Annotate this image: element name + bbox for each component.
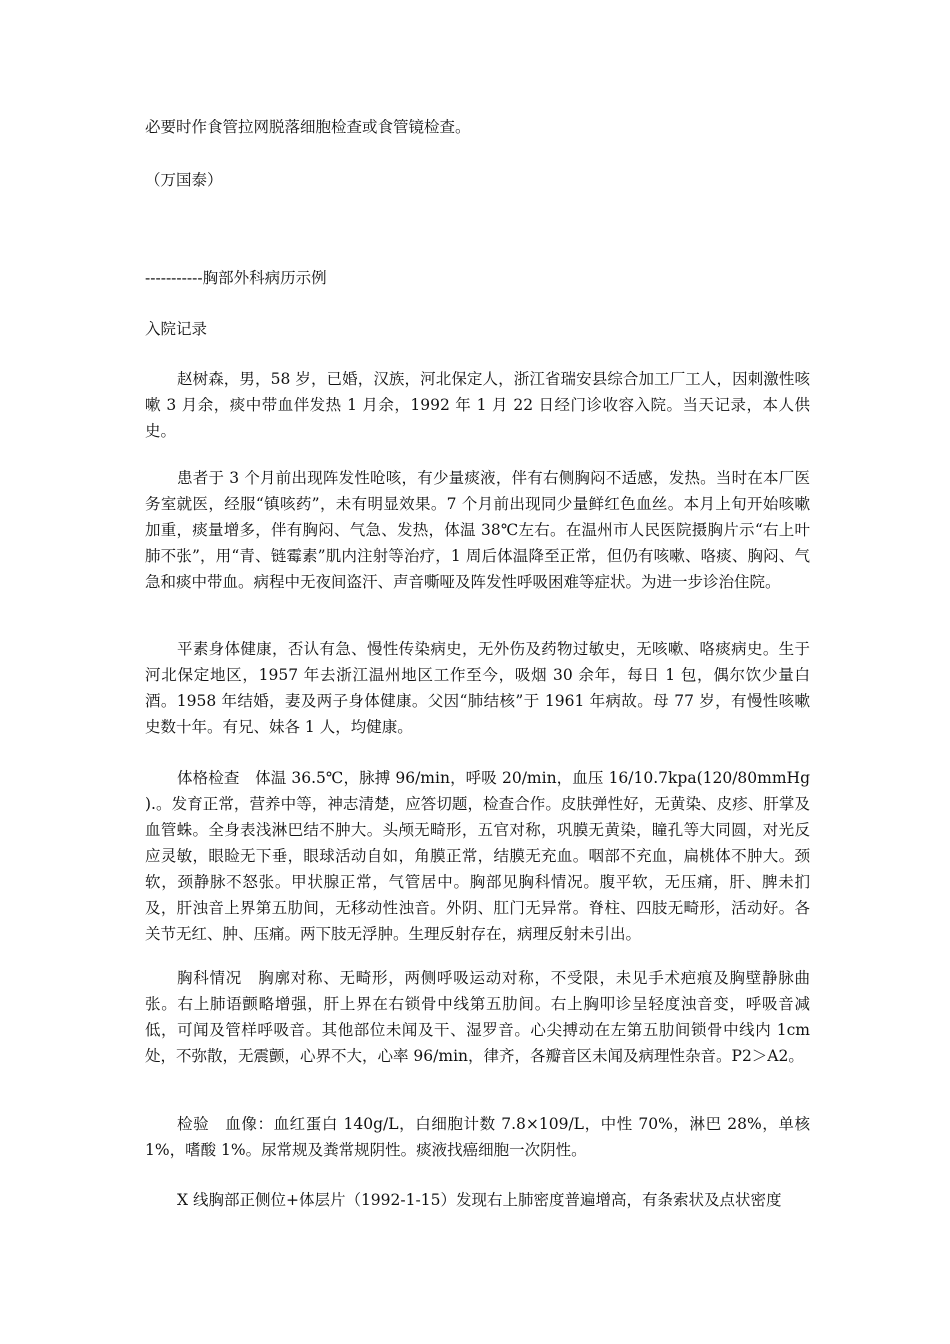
present-illness-paragraph: 患者于 3 个月前出现阵发性呛咳，有少量痰液，伴有右侧胸闷不适感，发热。当时在本厂医务室就医，经服“镇咳药”，未有明显效果。7 个月前出现同少量鲜红色血丝。本月上旬开始咳嗽加重，痰量增多，伴有胸闷、气急、发热，体温 38℃左右。在温州市人民医院摄胸片示“右上叶肺不张”，用“青、链霉素”肌内注射等治疗，1 周后体温降至正常，但仍有咳嗽、咯痰、胸闷、气急和痰中带血。病程中无夜间盗汗、声音嘶哑及阵发性呼吸困难等症状。为进一步诊治住院。 <box>145 469 810 591</box>
author-line: （万国泰） <box>145 171 223 189</box>
chest-findings-paragraph: 胸科情况 胸廓对称、无畸形，两侧呼吸运动对称，不受限，未见手术疤痕及胸壁静脉曲张。右上肺语颤略增强，肝上界在右锁骨中线第五肋间。右上胸叩诊呈轻度浊音变，呼吸音减低，可闻及管样呼吸音。其他部位未闻及干、湿罗音。心尖搏动在左第五肋间锁骨中线内 1cm 处，不弥散，无震颤，心界不大，心率 96/min，律齐，各瓣音区未闻及病理性杂音。P2＞A2。 <box>145 969 810 1065</box>
lab-tests-paragraph: 检验 血像：血红蛋白 140g/L，白细胞计数 7.8×109/L，中性 70%，淋巴 28%，单核 1%，嗜酸 1%。尿常规及粪常规阴性。痰液找癌细胞一次阴性。 <box>145 1115 810 1159</box>
esophagus-check-line: 必要时作食管拉网脱落细胞检查或食管镜检查。 <box>145 118 471 136</box>
record-heading: 入院记录 <box>145 320 208 338</box>
section-title: -----------胸部外科病历示例 <box>145 269 327 287</box>
past-history-paragraph: 平素身体健康，否认有急、慢性传染病史，无外伤及药物过敏史，无咳嗽、咯痰病史。生于河北保定地区，1957 年去浙江温州地区工作至今，吸烟 30 余年，每日 1 包，偶尔饮少量白酒。1958 年结婚，妻及两子身体健康。父因“肺结核”于 1961 年病故。母 77 岁，有慢性咳嗽史数十年。有兄、妹各 1 人，均健康。 <box>145 640 810 736</box>
patient-intro-paragraph: 赵树森，男，58 岁，已婚，汉族，河北保定人，浙江省瑞安县综合加工厂工人，因刺激性咳嗽 3 月余，痰中带血伴发热 1 月余，1992 年 1 月 22 日经门诊收容入院。当天记录，本人供史。 <box>145 370 810 440</box>
physical-exam-paragraph: 体格检查 体温 36.5℃，脉搏 96/min，呼吸 20/min，血压 16/10.7kpa(120/80mmHg ).。发育正常，营养中等，神志清楚，应答切题，检查合作。皮肤弹性好，无黄染、皮疹、肝掌及血管蛛。全身表浅淋巴结不肿大。头颅无畸形，五官对称，巩膜无黄染，瞳孔等大同圆，对光反应灵敏，眼睑无下垂，眼球活动自如，角膜正常，结膜无充血。咽部不充血，扁桃体不肿大。颈软，颈静脉不怒张。甲状腺正常，气管居中。胸部见胸科情况。腹平软，无压痛，肝、脾未扪及，肝浊音上界第五肋间，无移动性浊音。外阴、肛门无异常。脊柱、四肢无畸形，活动好。各关节无红、肿、压痛。两下肢无浮肿。生理反射存在，病理反射未引出。 <box>145 769 810 943</box>
xray-paragraph: X 线胸部正侧位+体层片（1992-1-15）发现右上肺密度普遍增高，有条索状及点状密度 <box>177 1191 782 1209</box>
